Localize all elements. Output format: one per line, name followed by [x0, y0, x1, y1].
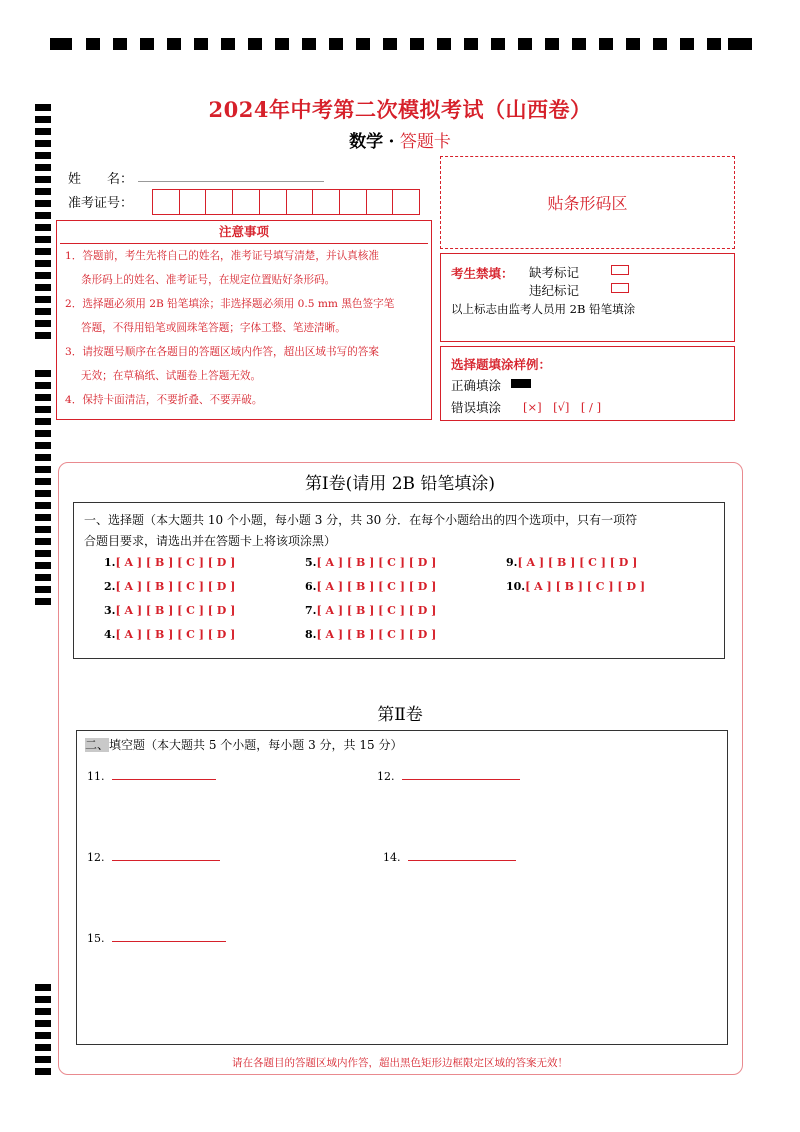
sample-title: 选择题填涂样例：: [451, 357, 552, 372]
choice-instruction: 合题目要求，请选出并在答题卡上将该项涂黑）: [84, 534, 337, 548]
fill-instruction: [85, 736, 402, 753]
choice-q2[interactable]: 2.[ A ] [ B ] [ C ] [ D ]: [104, 580, 236, 593]
blank-q15[interactable]: 15.: [87, 931, 226, 945]
blank-q11[interactable]: 11.: [87, 769, 216, 783]
barcode-area: [440, 156, 735, 249]
choice-q3[interactable]: 3.[ A ] [ B ] [ C ] [ D ]: [104, 604, 236, 617]
absent-mark-box[interactable]: [611, 265, 629, 275]
violation-mark-box[interactable]: [611, 283, 629, 293]
notes-line: 无效；在草稿纸、试题卷上答题无效。: [81, 370, 262, 382]
blank-q12[interactable]: 12.: [377, 769, 520, 783]
correct-fill-mark: [511, 379, 531, 388]
choice-q10[interactable]: 10.[ A ] [ B ] [ C ] [ D ]: [506, 580, 646, 593]
subject-label: 数学: [349, 132, 384, 152]
card-label: 答题卡: [399, 132, 451, 152]
exam-id-boxes[interactable]: [152, 189, 420, 215]
part1-title: 第Ⅰ卷(请用 2B 铅笔填涂): [304, 474, 496, 494]
notes-line: 答题，不得用铅笔或圆珠笔答题；字体工整、笔迹清晰。: [81, 322, 346, 334]
violation-mark-label: 违纪标记: [529, 283, 580, 298]
choice-question-box: [73, 502, 725, 659]
blank-q13[interactable]: 12.: [87, 850, 220, 864]
timing-marks-top: [50, 38, 752, 50]
barcode-label: 贴条形码区: [547, 194, 628, 213]
notes-line: 条形码上的姓名、准考证号，在规定位置贴好条形码。: [81, 274, 336, 286]
wrong-fill-marks: [×] [√] [ / ]: [523, 400, 602, 414]
choice-q1[interactable]: 1.[ A ] [ B ] [ C ] [ D ]: [104, 556, 236, 569]
absent-mark-label: 缺考标记: [529, 265, 580, 280]
fill-blank-box: [76, 730, 728, 1045]
separator-dot: ·: [388, 132, 395, 152]
notes-line: 4．保持卡面清洁，不要折叠、不要弄破。: [65, 394, 263, 406]
choice-instruction: 一、选择题（本大题共 10 个小题，每小题 3 分，共 30 分．在每个小题给出的四个选项中，只有一项符: [84, 513, 638, 527]
notes-line: 3．请按题号顺序在各题目的答题区域内作答，超出区域书写的答案: [65, 346, 379, 358]
part2-instruction: 填空题（本大题共 5 个小题，每小题 3 分，共 15 分）: [109, 738, 403, 752]
name-label: 姓 名：: [68, 172, 134, 187]
choice-q7[interactable]: 7.[ A ] [ B ] [ C ] [ D ]: [305, 604, 437, 617]
part2-prefix: 二、: [85, 738, 110, 752]
blank-q14[interactable]: 14.: [383, 850, 516, 864]
choice-q8[interactable]: 8.[ A ] [ B ] [ C ] [ D ]: [305, 628, 437, 641]
exam-id-label: 准考证号：: [68, 196, 134, 211]
notes-line: 1．答题前，考生先将自己的姓名，准考证号填写清楚，并认真核准: [65, 250, 379, 262]
name-field[interactable]: [138, 181, 324, 182]
card-subtitle: [0, 127, 800, 152]
forbid-label: 考生禁填：: [451, 266, 514, 281]
notes-line: 2．选择题必须用 2B 铅笔填涂；非选择题必须用 0.5 mm 黑色签字笔: [65, 298, 395, 310]
choice-q4[interactable]: 4.[ A ] [ B ] [ C ] [ D ]: [104, 628, 236, 641]
choice-q5[interactable]: 5.[ A ] [ B ] [ C ] [ D ]: [305, 556, 437, 569]
forbid-box: [440, 253, 735, 342]
notes-box: [56, 220, 432, 420]
correct-fill-label: 正确填涂: [451, 378, 502, 393]
choice-q6[interactable]: 6.[ A ] [ B ] [ C ] [ D ]: [305, 580, 437, 593]
part2-title: 第Ⅱ卷: [377, 705, 423, 725]
exam-title: 2024年中考第二次模拟考试（山西卷）: [208, 97, 592, 122]
choice-q9[interactable]: 9.[ A ] [ B ] [ C ] [ D ]: [506, 556, 638, 569]
footer-warning: 请在各题目的答题区域内作答，超出黑色矩形边框限定区域的答案无效！: [232, 1057, 568, 1069]
notes-title: 注意事项: [60, 221, 428, 244]
forbid-note: 以上标志由监考人员用 2B 铅笔填涂: [451, 302, 636, 316]
fill-sample-box: [440, 346, 735, 421]
wrong-fill-label: 错误填涂: [451, 400, 502, 415]
